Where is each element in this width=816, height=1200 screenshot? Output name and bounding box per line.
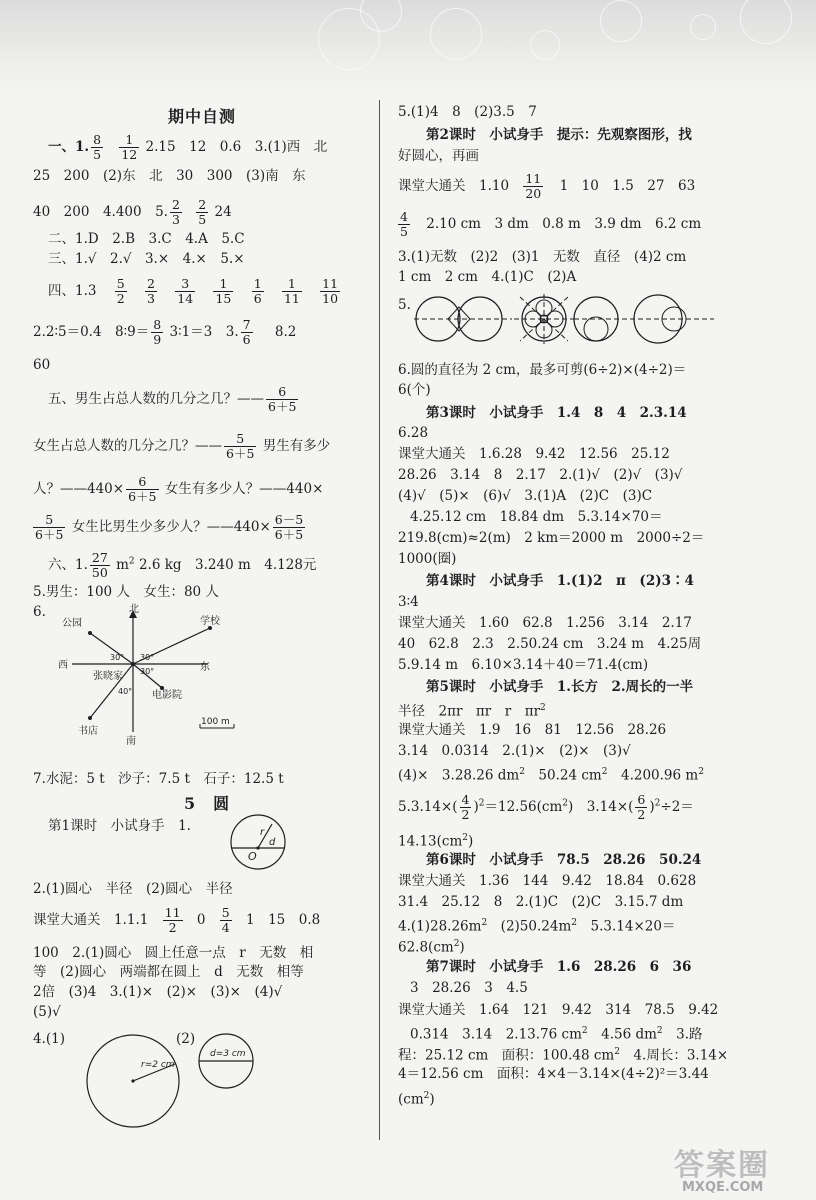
text-line: $\frac{5}{6+5}$ 女生比男生少多少人？——440× $\frac{6-5}{6+5}$: [35, 512, 304, 542]
watermark-logo: 答案圈: [674, 1148, 770, 1183]
svg-text:书店: 书店: [78, 726, 98, 737]
svg-text:南: 南: [126, 736, 136, 747]
text-line: 五、男生占总人数的几分之几？—— $\frac{6}{6+5}$: [48, 384, 297, 414]
text-line: 女生占总人数的几分之几？—— $\frac{5}{6+5}$ 男生有多少: [33, 431, 331, 461]
svg-text:30°: 30°: [140, 667, 155, 676]
text-line: 六、1. $\frac{27}{50}$ $m^2$ 2.6 kg 3.240 m 4.128元: [48, 550, 317, 580]
text-line: 第5课时 小试身手 1.长方 2.周长的一半: [426, 679, 694, 695]
svg-text:公园: 公园: [62, 618, 82, 629]
text-line: 5.3.14×( $\frac{4}{2}$ )$^2=12.56(cm^2)$ 3.14×( $\frac{6}{2}$ )$^2$÷2＝: [398, 792, 694, 822]
text-line: $(cm^2)$: [398, 1091, 435, 1108]
text-line: $4.(1)28.26m^2$ $(2)50.24m^2$ 5.3.14×20＝: [398, 918, 676, 935]
text-line: 6.: [33, 604, 46, 620]
text-line: 1 cm 2 cm 4.(1)C (2)A: [398, 269, 577, 285]
circle-patterns: [414, 294, 714, 346]
text-line: 31.4 25.12 8 2.(1)C (2)C 3.15.7 dm: [398, 894, 684, 910]
text-line: 5.男生：100 人 女生：80 人: [33, 584, 219, 600]
text-line: 3.14 0.0314 2.(1)× (2)× (3)√: [398, 743, 631, 759]
svg-text:r: r: [260, 827, 265, 838]
text-line: 4＝12.56 cm 面积：4×4－3.14×(4÷2)²＝3.44: [398, 1066, 709, 1082]
circle-diagram-1: [228, 812, 288, 872]
svg-text:西: 西: [58, 660, 68, 671]
watermark: [674, 1140, 812, 1198]
text-line: (4)× 3.28.26 $dm^2$ 50.24 $cm^2$ 4.200.96 $m^2$: [398, 767, 704, 784]
text-line: 程：25.12 cm 面积：100.48 $cm^2$ 4.周长：3.14×: [398, 1047, 729, 1064]
text-line: 4.25.12 cm 18.84 dm 5.3.14×70＝: [410, 509, 663, 525]
text-line: 3.(1)无数 (2)2 (3)1 无数 直径 (4)2 cm: [398, 249, 687, 265]
svg-text:张晓家: 张晓家: [93, 671, 123, 682]
text-line: 第4课时 小试身手 1.(1)2 π (2)3∶4: [426, 573, 694, 589]
text-line: 3 28.26 3 4.5: [410, 980, 528, 996]
decor-bubble: [430, 8, 482, 60]
text-line: 6.28: [398, 425, 429, 441]
text-line: 课堂大通关 1.9 16 81 12.56 28.26: [398, 722, 667, 738]
text-line: 课堂大通关 1.10 $\frac{11}{20}$ 1 10 1.5 27 63: [398, 171, 696, 201]
svg-text:30°: 30°: [110, 653, 125, 662]
svg-text:东: 东: [200, 662, 210, 673]
text-line: 课堂大通关 1.60 62.8 1.256 3.14 2.17: [398, 615, 692, 631]
text-line: 7.水泥：5 t 沙子：7.5 t 石子：12.5 t: [33, 771, 284, 787]
text-line: 一、1. $\frac{8}{5}$ $\frac{1}{12}$ 2.15 12 0.6 3.(1)西 北: [48, 132, 328, 162]
decor-bubble: [600, 0, 642, 42]
text-line: 2倍 (3)4 3.(1)× (2)× (3)× (4)√: [33, 984, 283, 1000]
text-line: (2): [176, 1031, 196, 1047]
svg-text:d=3 cm: d=3 cm: [210, 1049, 246, 1059]
text-line: 1000(圈): [398, 551, 457, 567]
text-line: $14.13(cm^2)$: [398, 833, 474, 850]
text-line: 好圆心，再画: [398, 148, 479, 164]
watermark-url: MXQE.COM: [682, 1180, 764, 1195]
section-title: 期中自测: [168, 107, 237, 126]
text-line: 课堂大通关 1.1.1 $\frac{11}{2}$ 0 $\frac{5}{4}$ 1 15 0.8: [33, 905, 321, 935]
text-line: 40 62.8 2.3 2.50.24 cm 3.24 m 4.25周: [398, 636, 702, 652]
text-line: 4.(1): [33, 1031, 66, 1047]
text-line: (5)√: [33, 1004, 61, 1020]
text-line: 40 200 4.400 5. $\frac{2}{3}$ $\frac{2}{5}$ 24: [33, 197, 232, 227]
text-line: 第7课时 小试身手 1.6 28.26 6 36: [426, 959, 692, 975]
text-line: 课堂大通关 1.6.28 9.42 12.56 25.12: [398, 446, 670, 462]
text-line: 100 2.(1)圆心 圆上任意一点 r 无数 相: [33, 945, 314, 961]
unit-title: 5 圆: [184, 794, 231, 813]
text-line: 60: [33, 357, 51, 373]
svg-text:O: O: [248, 850, 257, 863]
decor-bubble: [530, 30, 560, 60]
circle-diagram-3: [196, 1032, 260, 1096]
column-divider: [379, 100, 380, 1140]
text-line: 半径 2πr πr r $\pi r^2$: [398, 703, 546, 720]
decor-bubble: [690, 14, 716, 40]
text-line: 28.26 3.14 8 2.17 2.(1)√ (2)√ (3)√: [398, 467, 683, 483]
svg-text:100 m: 100 m: [201, 717, 230, 727]
header-decoration: [0, 0, 816, 95]
text-line: 课堂大通关 1.36 144 9.42 18.84 0.628: [398, 873, 697, 889]
text-line: 等 (2)圆心 两端都在圆上 d 无数 相等: [33, 964, 304, 980]
text-line: 219.8(cm)≈2(m) 2 km＝2000 m 2000÷2＝: [398, 530, 705, 546]
text-line: 四、1.3 $\frac{5}{2}$ $\frac{2}{3}$ $\frac{3}{14}$ $\frac{1}{15}$ $\frac{1}{6}$ $\frac{1}{11}$ $\frac{11}{10}$: [48, 276, 339, 306]
text-line: 6.圆的直径为 2 cm，最多可剪(6÷2)×(4÷2)＝: [398, 362, 687, 378]
text-line: 三、1.√ 2.√ 3.× 4.× 5.×: [48, 251, 245, 267]
text-line: 课堂大通关 1.64 121 9.42 314 78.5 9.42: [398, 1002, 719, 1018]
svg-text:学校: 学校: [200, 616, 220, 627]
direction-map: [50, 600, 240, 750]
text-line: 人？——440× $\frac{6}{6+5}$ 女生有多少人？——440×: [33, 474, 324, 504]
text-line: 二、1.D 2.B 3.C 4.A 5.C: [48, 231, 245, 247]
text-line: 5.(1)4 8 (2)3.5 7: [398, 104, 537, 120]
text-line: 3∶4: [398, 594, 419, 610]
text-line: 25 200 (2)东 北 30 300 (3)南 东: [33, 168, 306, 184]
text-line: 第2课时 小试身手 提示：先观察图形，找: [426, 127, 692, 143]
text-line: 0.314 3.14 2.13.76 $cm^2$ 4.56 $dm^2$ 3.路: [410, 1026, 703, 1043]
text-line: (4)√ (5)× (6)√ 3.(1)A (2)C (3)C: [398, 488, 653, 504]
text-line: 6(个): [398, 382, 431, 398]
text-line: $62.8(cm^2)$: [398, 939, 465, 956]
svg-text:d: d: [269, 837, 276, 848]
svg-text:30°: 30°: [140, 653, 155, 662]
text-line: 5.9.14 m 6.10×3.14＋40＝71.4(cm): [398, 657, 649, 673]
text-line: 第6课时 小试身手 78.5 28.26 50.24: [426, 852, 702, 868]
text-line: $\frac{4}{5}$ 2.10 cm 3 dm 0.8 m 3.9 dm 6.2 cm: [400, 209, 702, 239]
text-line: 2.(1)圆心 半径 (2)圆心 半径: [33, 881, 233, 897]
svg-text:电影院: 电影院: [152, 690, 182, 701]
circle-diagram-2: [84, 1032, 184, 1132]
svg-text:r=2 cm: r=2 cm: [141, 1060, 175, 1070]
text-line: 2.2∶5＝0.4 8∶9＝ $\frac{8}{9}$ 3∶1＝3 3. $\frac{7}{6}$ 8.2: [33, 317, 297, 347]
text-line: 第3课时 小试身手 1.4 8 4 2.3.14: [426, 405, 687, 421]
svg-text:北: 北: [129, 604, 139, 615]
text-line: 第1课时 小试身手 1.: [48, 818, 191, 834]
text-line: 5.: [398, 297, 411, 313]
svg-text:40°: 40°: [118, 687, 133, 696]
